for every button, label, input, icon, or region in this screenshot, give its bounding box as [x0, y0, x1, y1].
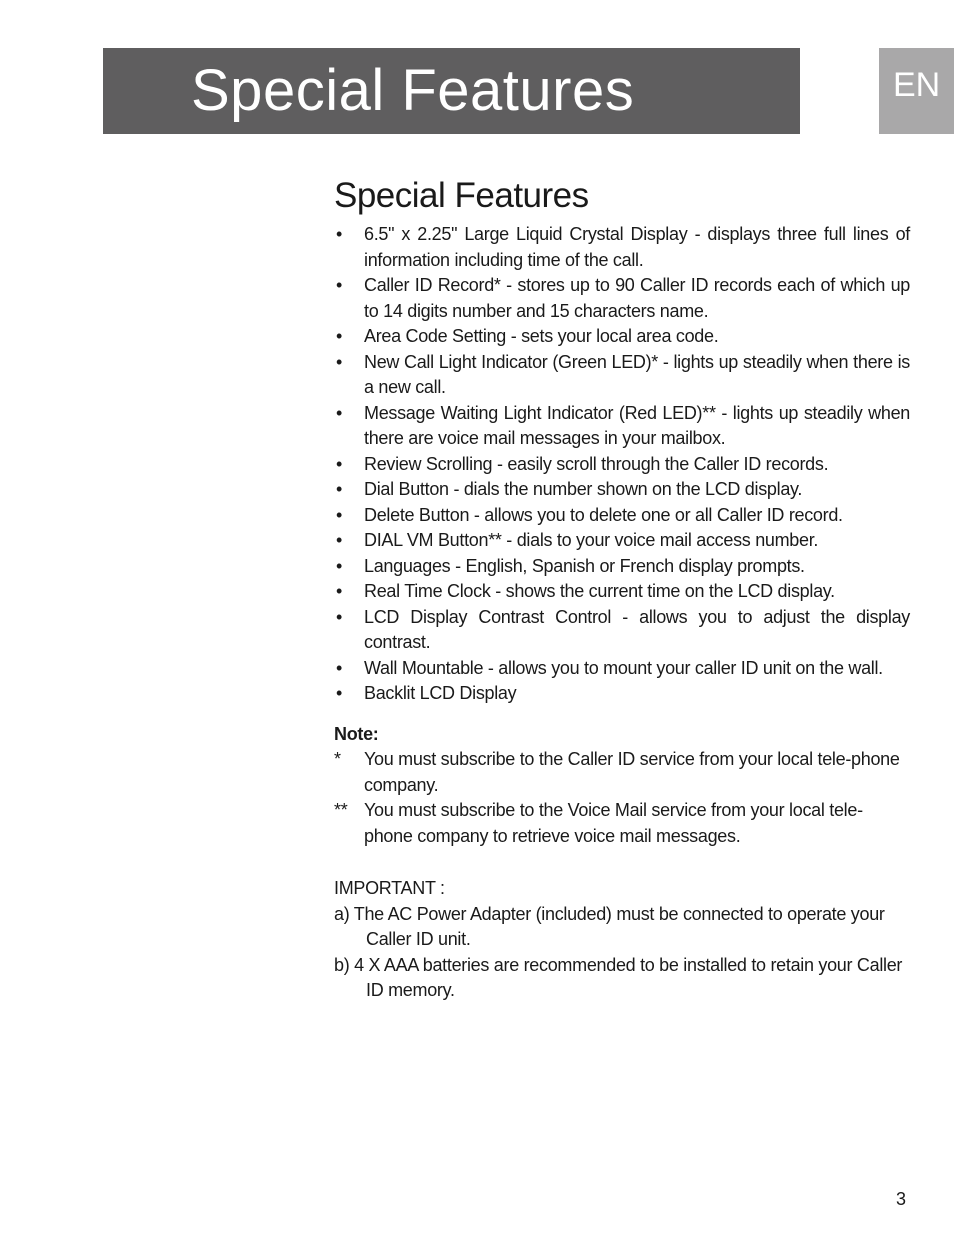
feature-item: [334, 528, 910, 554]
content: [334, 174, 910, 1004]
bullet: •: [336, 402, 343, 423]
feature-text: Real Time Clock - shows the current time on the LCD display.: [364, 581, 835, 601]
feature-item: [334, 401, 910, 452]
bullet: •: [336, 657, 343, 678]
feature-text: LCD Display Contrast Control - allows you to adjust the display contrast.: [364, 606, 910, 652]
important-item: b) 4 X AAA batteries are recommended to be installed to retain your Caller ID memory.: [334, 954, 903, 1000]
feature-item: [334, 503, 910, 529]
feature-text: Area Code Setting - sets your local area code.: [364, 326, 719, 346]
language-badge: EN: [879, 48, 954, 134]
note-text: You must subscribe to the Caller ID service from your local tele-phone company.: [364, 749, 900, 795]
feature-item: [334, 681, 910, 707]
bullet: •: [336, 683, 343, 703]
feature-text: Review Scrolling - easily scroll through the Caller ID records.: [364, 453, 829, 474]
bullet: •: [336, 504, 343, 525]
feature-text: Backlit LCD Display: [364, 683, 517, 703]
important-title: IMPORTANT :: [334, 878, 445, 898]
section-title: Special Features: [334, 176, 589, 215]
feature-item: [334, 605, 910, 656]
bullet: •: [336, 530, 343, 550]
bullet: •: [336, 351, 343, 372]
bullet: •: [336, 555, 343, 576]
feature-text: Message Waiting Light Indicator (Red LED)** - lights up steadily when there are voice mail messages in your mailbox.: [364, 402, 910, 448]
feature-item: [334, 324, 910, 350]
bullet: •: [336, 453, 343, 474]
feature-text: Caller ID Record* - stores up to 90 Caller ID records each of which up to 14 digits number and 15 characters name.: [364, 275, 910, 321]
note-mark: **: [334, 800, 348, 820]
feature-text: New Call Light Indicator (Green LED)* - lights up steadily when there is a new call.: [364, 351, 910, 397]
bullet: •: [336, 275, 343, 295]
note-item: [334, 747, 910, 798]
feature-text: Languages - English, Spanish or French display prompts.: [364, 555, 805, 576]
feature-item: [334, 477, 910, 503]
important-item: a) The AC Power Adapter (included) must be connected to operate your Caller ID unit.: [334, 903, 885, 949]
feature-item: [334, 273, 910, 324]
feature-item: [334, 554, 910, 580]
note-label: Note:: [334, 723, 379, 744]
note-text: You must subscribe to the Voice Mail service from your local tele-phone company to retrieve voice mail messages.: [364, 800, 863, 846]
feature-text: Wall Mountable - allows you to mount your caller ID unit on the wall.: [364, 657, 883, 678]
bullet: •: [336, 224, 343, 244]
note-item: [334, 798, 910, 849]
page-number: 3: [896, 1189, 907, 1209]
bullet: •: [336, 581, 343, 601]
feature-item: [334, 222, 910, 273]
feature-item: [334, 452, 910, 478]
feature-item: [334, 656, 910, 682]
feature-item: [334, 579, 910, 605]
bullet: •: [336, 326, 343, 346]
bullet: •: [336, 606, 343, 627]
feature-text: Dial Button - dials the number shown on the LCD display.: [364, 479, 803, 499]
bullet: •: [336, 479, 343, 499]
feature-item: [334, 350, 910, 401]
note-mark: *: [334, 749, 341, 769]
feature-text: DIAL VM Button** - dials to your voice mail access number.: [364, 530, 819, 550]
header-title: Special Features: [191, 58, 635, 123]
header-bar: [103, 48, 800, 134]
feature-list: [334, 222, 910, 707]
feature-text: 6.5" x 2.25" Large Liquid Crystal Display - displays three full lines of information including time of the call.: [364, 224, 910, 270]
feature-text: Delete Button - allows you to delete one or all Caller ID record.: [364, 504, 843, 525]
